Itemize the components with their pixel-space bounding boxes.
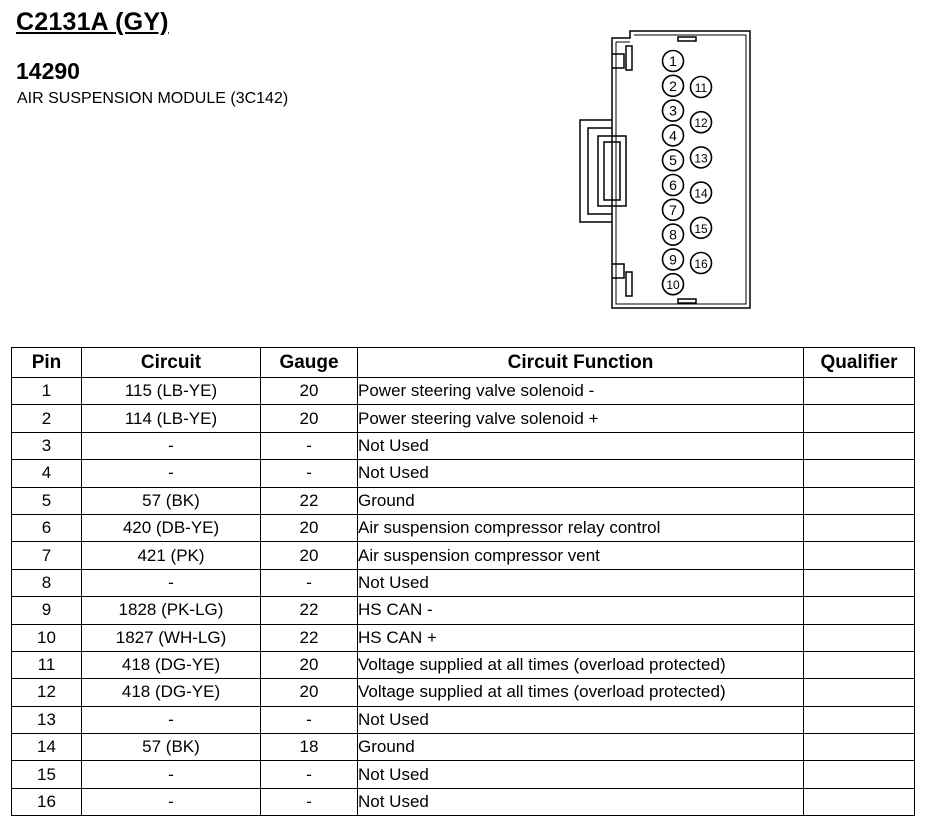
pin-cell: 5 — [12, 487, 82, 514]
pin-6-label: 6 — [669, 177, 677, 193]
table-row — [12, 569, 915, 596]
table-row — [12, 651, 915, 678]
pin-13-label: 13 — [694, 151, 708, 166]
col-header-pin: Pin — [12, 348, 82, 378]
function-cell: Air suspension compressor vent — [358, 542, 804, 569]
pin-cell: 16 — [12, 788, 82, 815]
gauge-cell: 20 — [261, 651, 358, 678]
qualifier-cell — [804, 624, 915, 651]
qualifier-cell — [804, 679, 915, 706]
function-cell: Not Used — [358, 761, 804, 788]
function-cell: Voltage supplied at all times (overload protected) — [358, 651, 804, 678]
pinout-table — [11, 347, 915, 816]
module-name: AIR SUSPENSION MODULE (3C142) — [17, 90, 289, 107]
qualifier-cell — [804, 706, 915, 733]
circuit-cell: 57 (BK) — [82, 734, 261, 761]
function-cell: HS CAN + — [358, 624, 804, 651]
col-header-qualifier: Qualifier — [804, 348, 915, 378]
key-top — [626, 46, 632, 70]
circuit-cell: 1828 (PK-LG) — [82, 597, 261, 624]
table-row — [12, 405, 915, 432]
col-header-circuit: Circuit — [82, 348, 261, 378]
circuit-cell: - — [82, 706, 261, 733]
function-cell: Power steering valve solenoid - — [358, 378, 804, 405]
qualifier-cell — [804, 569, 915, 596]
table-row — [12, 514, 915, 541]
function-cell: Not Used — [358, 432, 804, 459]
table-row — [12, 542, 915, 569]
pin-cell: 13 — [12, 706, 82, 733]
table-row — [12, 378, 915, 405]
slot-top — [678, 37, 696, 41]
circuit-cell: 418 (DG-YE) — [82, 679, 261, 706]
pin-2-label: 2 — [669, 77, 677, 94]
gauge-cell: 22 — [261, 624, 358, 651]
table-row — [12, 734, 915, 761]
pin-cell: 10 — [12, 624, 82, 651]
qualifier-cell — [804, 514, 915, 541]
function-cell: Not Used — [358, 788, 804, 815]
table-row — [12, 761, 915, 788]
function-cell: Voltage supplied at all times (overload protected) — [358, 679, 804, 706]
table-row — [12, 597, 915, 624]
function-cell: Air suspension compressor relay control — [358, 514, 804, 541]
pin-16-label: 16 — [694, 257, 708, 271]
circuit-cell: - — [82, 761, 261, 788]
circuit-cell: 1827 (WH-LG) — [82, 624, 261, 651]
function-cell: Ground — [358, 487, 804, 514]
qualifier-cell — [804, 597, 915, 624]
table-row — [12, 706, 915, 733]
table-row — [12, 788, 915, 815]
pin-4-label: 4 — [669, 127, 677, 144]
connector-face-diagram — [566, 26, 756, 316]
pin-cell: 14 — [12, 734, 82, 761]
function-cell: Ground — [358, 734, 804, 761]
function-cell: Not Used — [358, 569, 804, 596]
col-header-gauge: Gauge — [261, 348, 358, 378]
pin-cell: 7 — [12, 542, 82, 569]
key-bottom — [626, 272, 632, 296]
qualifier-cell — [804, 651, 915, 678]
pin-cell: 6 — [12, 514, 82, 541]
gauge-cell: 20 — [261, 542, 358, 569]
col-header-circuit-function: Circuit Function — [358, 348, 804, 378]
table-row — [12, 624, 915, 651]
function-cell: Power steering valve solenoid + — [358, 405, 804, 432]
circuit-cell: - — [82, 788, 261, 815]
pin-15-label: 15 — [694, 221, 708, 236]
pin-cell: 15 — [12, 761, 82, 788]
pin-cell: 2 — [12, 405, 82, 432]
table-header-row — [12, 348, 915, 378]
pin-cell: 11 — [12, 651, 82, 678]
pin-11-label: 11 — [694, 81, 708, 95]
pin-circles — [663, 51, 712, 295]
table-body — [12, 378, 915, 816]
function-cell: Not Used — [358, 460, 804, 487]
circuit-cell: - — [82, 432, 261, 459]
function-cell: HS CAN - — [358, 597, 804, 624]
qualifier-cell — [804, 542, 915, 569]
slot-bottom — [678, 299, 696, 303]
pin-cell: 1 — [12, 378, 82, 405]
gauge-cell: 22 — [261, 487, 358, 514]
pin-9-label: 9 — [669, 251, 677, 268]
qualifier-cell — [804, 378, 915, 405]
pin-cell: 9 — [12, 597, 82, 624]
circuit-cell: - — [82, 460, 261, 487]
pin-10-label: 10 — [666, 278, 680, 293]
circuit-cell: 421 (PK) — [82, 542, 261, 569]
qualifier-cell — [804, 487, 915, 514]
qualifier-cell — [804, 788, 915, 815]
qualifier-cell — [804, 761, 915, 788]
gauge-cell: - — [261, 460, 358, 487]
gauge-cell: - — [261, 788, 358, 815]
gauge-cell: 22 — [261, 597, 358, 624]
table-row — [12, 432, 915, 459]
part-number: 14290 — [16, 58, 80, 84]
circuit-cell: 57 (BK) — [82, 487, 261, 514]
circuit-cell: - — [82, 569, 261, 596]
circuit-cell: 418 (DG-YE) — [82, 651, 261, 678]
pin-cell: 8 — [12, 569, 82, 596]
table-row — [12, 487, 915, 514]
qualifier-cell — [804, 405, 915, 432]
gauge-cell: 20 — [261, 679, 358, 706]
gauge-cell: - — [261, 706, 358, 733]
gauge-cell: 18 — [261, 734, 358, 761]
gauge-cell: 20 — [261, 378, 358, 405]
notch-bottom-left — [612, 264, 624, 278]
circuit-cell: 115 (LB-YE) — [82, 378, 261, 405]
circuit-cell: 114 (LB-YE) — [82, 405, 261, 432]
pin-8-label: 8 — [669, 226, 677, 243]
table-row — [12, 460, 915, 487]
pin-3-label: 3 — [669, 102, 677, 119]
connector-title: C2131A (GY) — [16, 8, 169, 36]
qualifier-cell — [804, 734, 915, 761]
gauge-cell: - — [261, 432, 358, 459]
table-row — [12, 679, 915, 706]
gauge-cell: - — [261, 569, 358, 596]
pin-14-label: 14 — [694, 186, 708, 201]
pin-cell: 12 — [12, 679, 82, 706]
pin-5-label: 5 — [669, 152, 677, 169]
circuit-cell: 420 (DB-YE) — [82, 514, 261, 541]
pin-1-label: 1 — [669, 53, 677, 69]
notch-top-left — [612, 54, 624, 68]
gauge-cell: 20 — [261, 514, 358, 541]
pin-7-label: 7 — [669, 201, 677, 218]
qualifier-cell — [804, 460, 915, 487]
gauge-cell: 20 — [261, 405, 358, 432]
latch-inner — [588, 128, 612, 214]
pin-cell: 4 — [12, 460, 82, 487]
function-cell: Not Used — [358, 706, 804, 733]
qualifier-cell — [804, 432, 915, 459]
pin-12-label: 12 — [694, 116, 708, 131]
pin-cell: 3 — [12, 432, 82, 459]
gauge-cell: - — [261, 761, 358, 788]
